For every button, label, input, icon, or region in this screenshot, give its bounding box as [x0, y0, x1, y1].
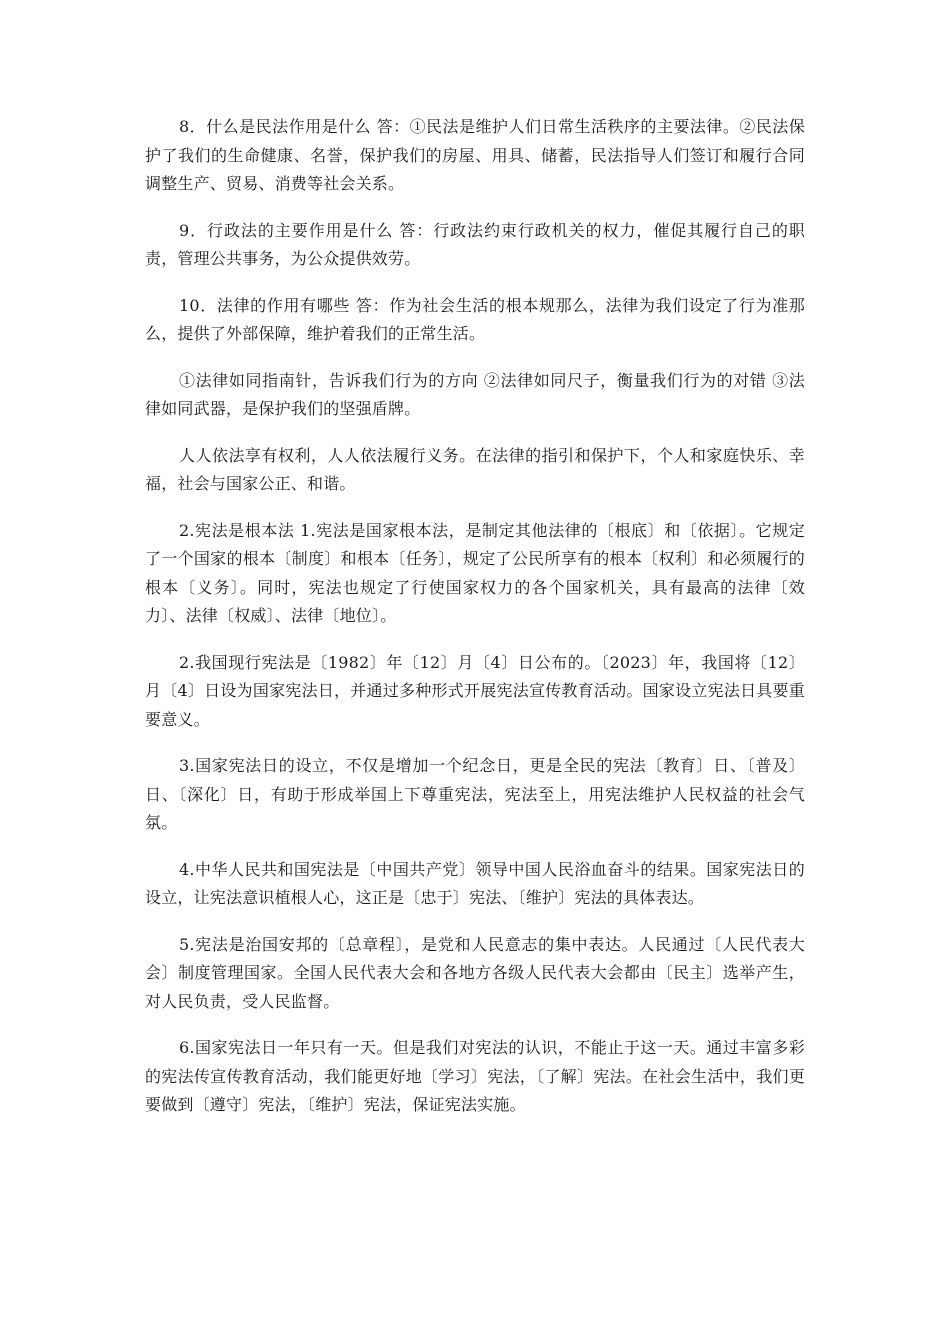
paragraph-role-of-law: 10．法律的作用有哪些 答：作为社会生活的根本规那么，法律为我们设定了行为准那么，提供了外部保障，维护着我们的正常生活。	[145, 295, 805, 343]
document-body	[145, 113, 805, 1138]
paragraph-civil-law: 8．什么是民法作用是什么 答：①民法是维护人们日常生活秩序的主要法律。②民法保护了我们的生命健康、名誉，保护我们的房屋、用具、储蓄，民法指导人们签订和履行合同调整生产、贸易、消费等社会关系。	[145, 117, 805, 193]
paragraph-constitution-day: 3.国家宪法日的设立，不仅是增加一个纪念日，更是全民的宪法〔教育〕日、〔普及〕日、〔深化〕日，有助于形成举国上下尊重宪法，宪法至上，用宪法维护人民权益的社会气氛。	[145, 756, 805, 832]
paragraph-constitution-origin: 4.中华人民共和国宪法是〔中国共产党〕领导中国人民浴血奋斗的结果。国家宪法日的设立，让宪法意识植根人心，这正是〔忠于〕宪法、〔维护〕宪法的具体表达。	[145, 859, 805, 907]
paragraph-constitution-awareness: 6.国家宪法日一年只有一天。但是我们对宪法的认识，不能止于这一天。通过丰富多彩的宪法传宣传教育活动，我们能更好地〔学习〕宪法，〔了解〕宪法。在社会生活中，我们更要做到〔遵守〕宪法，〔维护〕宪法，保证宪法实施。	[145, 1038, 805, 1114]
paragraph-administrative-law: 9．行政法的主要作用是什么 答：行政法约束行政机关的权力，催促其履行自己的职责，管理公共事务，为公众提供效劳。	[145, 220, 805, 268]
paragraph-rights-duties: 人人依法享有权利，人人依法履行义务。在法律的指引和保护下，个人和家庭快乐、幸福，社会与国家公正、和谐。	[145, 445, 805, 493]
paragraph-law-metaphors: ①法律如同指南针，告诉我们行为的方向 ②法律如同尺子，衡量我们行为的对错 ③法律如同武器，是保护我们的坚强盾牌。	[145, 370, 805, 418]
paragraph-current-constitution: 2.我国现行宪法是〔1982〕年〔12〕月〔4〕日公布的。〔2023〕年，我国将〔12〕月〔4〕日设为国家宪法日，并通过多种形式开展宪法宣传教育活动。国家设立宪法日具要重要意义。	[145, 652, 805, 729]
paragraph-fundamental-law: 2.宪法是根本法 1.宪法是国家根本法，是制定其他法律的〔根底〕和〔依据〕。它规定了一个国家的根本〔制度〕和根本〔任务〕，规定了公民所享有的根本〔权利〕和必须履行的根本〔义务〕。同时，宪法也规定了行使国家权力的各个国家机关，具有最高的法律〔效力〕、法律〔权威〕、法律〔地位〕。	[145, 520, 805, 625]
paragraph-governing-charter: 5.宪法是治国安邦的〔总章程〕，是党和人民意志的集中表达。人民通过〔人民代表大会〕制度管理国家。全国人民代表大会和各地方各级人民代表大会都由〔民主〕选举产生，对人民负责，受人民监督。	[145, 934, 805, 1011]
